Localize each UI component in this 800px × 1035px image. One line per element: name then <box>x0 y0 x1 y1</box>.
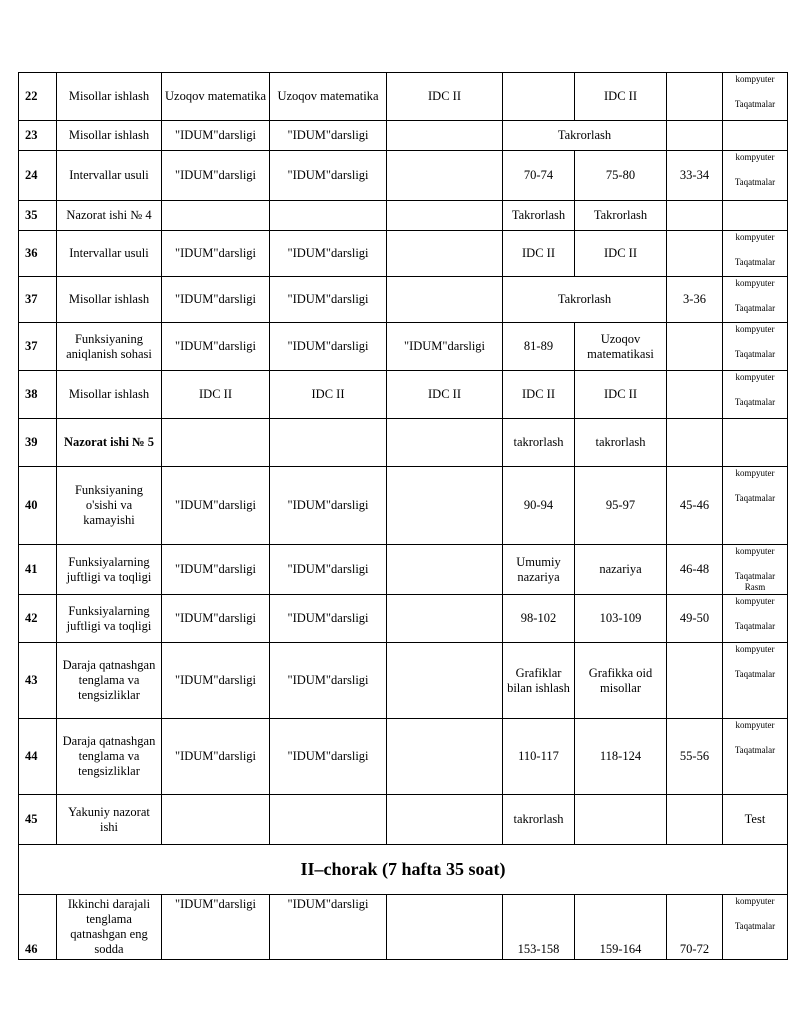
table-row <box>19 467 788 545</box>
class-tasks: 90-94 <box>503 467 575 545</box>
lesson-number: 37 <box>19 277 57 323</box>
class-tasks: Grafiklar bilan ishlash <box>503 643 575 719</box>
exercise-range <box>667 73 723 121</box>
home-tasks: Grafikka oid misollar <box>575 643 667 719</box>
lesson-topic: Intervallar usuli <box>57 231 162 277</box>
exercise-range <box>667 643 723 719</box>
lesson-number: 41 <box>19 545 57 595</box>
textbook-source: "IDUM"darsligi <box>162 277 270 323</box>
exercise-range: 33-34 <box>667 151 723 201</box>
home-tasks: Uzoqov matematikasi <box>575 323 667 371</box>
textbook-source-2: Uzoqov matematika <box>270 73 387 121</box>
class-tasks: IDC II <box>503 371 575 419</box>
resource-1: kompyuter <box>735 644 775 654</box>
table-row <box>19 371 788 419</box>
extra-source <box>387 277 503 323</box>
class-tasks: Umumiy nazariya <box>503 545 575 595</box>
textbook-source: "IDUM"darsligi <box>162 231 270 277</box>
section-header-row <box>19 845 788 895</box>
home-tasks <box>575 795 667 845</box>
home-tasks: IDC II <box>575 231 667 277</box>
textbook-source: "IDUM"darsligi <box>162 121 270 151</box>
exercise-range: 3-36 <box>667 277 723 323</box>
resource-2: Taqatmalar <box>734 177 776 187</box>
textbook-source-2 <box>270 201 387 231</box>
resources <box>723 545 788 595</box>
textbook-source-2: IDC II <box>270 371 387 419</box>
resources <box>723 719 788 795</box>
resource-1: kompyuter <box>735 372 775 382</box>
assessment-type: Test <box>723 795 788 845</box>
table-row <box>19 151 788 201</box>
table-row <box>19 595 788 643</box>
resource-2: Taqatmalar <box>734 921 776 931</box>
resource-2: Taqatmalar Rasm <box>734 571 776 592</box>
home-tasks: 103-109 <box>575 595 667 643</box>
resource-1: kompyuter <box>735 74 775 84</box>
exercise-range: 55-56 <box>667 719 723 795</box>
table-row <box>19 643 788 719</box>
textbook-source <box>162 201 270 231</box>
table-row <box>19 73 788 121</box>
resources <box>723 231 788 277</box>
home-tasks: IDC II <box>575 73 667 121</box>
textbook-source: "IDUM"darsligi <box>162 151 270 201</box>
lesson-number: 45 <box>19 795 57 845</box>
extra-source <box>387 419 503 467</box>
exercise-range: 46-48 <box>667 545 723 595</box>
extra-source: IDC II <box>387 371 503 419</box>
resources <box>723 419 788 467</box>
lesson-number: 40 <box>19 467 57 545</box>
lesson-topic: Misollar ishlash <box>57 371 162 419</box>
exercise-range <box>667 231 723 277</box>
extra-source <box>387 595 503 643</box>
resource-2: Taqatmalar <box>734 621 776 631</box>
resources <box>723 467 788 545</box>
resource-1: kompyuter <box>735 896 775 906</box>
textbook-source: "IDUM"darsligi <box>162 895 270 960</box>
textbook-source-2: "IDUM"darsligi <box>270 719 387 795</box>
textbook-source-2 <box>270 419 387 467</box>
extra-source <box>387 151 503 201</box>
resource-2: Taqatmalar <box>734 493 776 503</box>
exercise-range <box>667 201 723 231</box>
extra-source: "IDUM"darsligi <box>387 323 503 371</box>
class-tasks: 81-89 <box>503 323 575 371</box>
lesson-number: 37 <box>19 323 57 371</box>
lesson-number: 44 <box>19 719 57 795</box>
resource-2: Taqatmalar <box>734 745 776 755</box>
section-title: II–chorak (7 hafta 35 soat) <box>19 845 788 895</box>
lesson-topic: Intervallar usuli <box>57 151 162 201</box>
lesson-topic: Daraja qatnashgan tenglama va tengsizliklar <box>57 719 162 795</box>
textbook-source-2: "IDUM"darsligi <box>270 643 387 719</box>
class-tasks: 70-74 <box>503 151 575 201</box>
resources <box>723 73 788 121</box>
resource-1: kompyuter <box>735 720 775 730</box>
textbook-source: "IDUM"darsligi <box>162 595 270 643</box>
lesson-topic: Ikkinchi darajali tenglama qatnashgan eng sodda <box>57 895 162 960</box>
exercise-range: 70-72 <box>667 895 723 960</box>
home-tasks: 118-124 <box>575 719 667 795</box>
resources <box>723 277 788 323</box>
class-tasks: IDC II <box>503 231 575 277</box>
resources <box>723 595 788 643</box>
textbook-source-2: "IDUM"darsligi <box>270 895 387 960</box>
textbook-source-2: "IDUM"darsligi <box>270 151 387 201</box>
lesson-number: 23 <box>19 121 57 151</box>
resource-2: Taqatmalar <box>734 669 776 679</box>
resource-1: kompyuter <box>735 546 775 556</box>
home-tasks: IDC II <box>575 371 667 419</box>
table-row <box>19 323 788 371</box>
resources <box>723 895 788 960</box>
home-tasks: nazariya <box>575 545 667 595</box>
lesson-number: 43 <box>19 643 57 719</box>
resource-1: kompyuter <box>735 468 775 478</box>
resources <box>723 201 788 231</box>
resource-1: kompyuter <box>735 278 775 288</box>
textbook-source: "IDUM"darsligi <box>162 719 270 795</box>
textbook-source <box>162 795 270 845</box>
class-tasks: 98-102 <box>503 595 575 643</box>
table-row <box>19 201 788 231</box>
exercise-range <box>667 371 723 419</box>
exercise-range: 49-50 <box>667 595 723 643</box>
exercise-range <box>667 121 723 151</box>
resources <box>723 151 788 201</box>
textbook-source: "IDUM"darsligi <box>162 467 270 545</box>
resource-1: kompyuter <box>735 324 775 334</box>
home-tasks: 95-97 <box>575 467 667 545</box>
resource-2: Taqatmalar <box>734 257 776 267</box>
table-row <box>19 277 788 323</box>
textbook-source-2: "IDUM"darsligi <box>270 121 387 151</box>
home-tasks: 75-80 <box>575 151 667 201</box>
lesson-number: 42 <box>19 595 57 643</box>
extra-source <box>387 895 503 960</box>
table-row <box>19 231 788 277</box>
textbook-source <box>162 419 270 467</box>
home-tasks: 159-164 <box>575 895 667 960</box>
table-row <box>19 719 788 795</box>
lesson-topic: Funksiyaning aniqlanish sohasi <box>57 323 162 371</box>
textbook-source: IDC II <box>162 371 270 419</box>
textbook-source-2: "IDUM"darsligi <box>270 467 387 545</box>
table-row <box>19 419 788 467</box>
lesson-number: 35 <box>19 201 57 231</box>
lesson-topic: Nazorat ishi № 5 <box>57 419 162 467</box>
extra-source <box>387 231 503 277</box>
extra-source <box>387 201 503 231</box>
extra-source: IDC II <box>387 73 503 121</box>
lesson-topic: Nazorat ishi № 4 <box>57 201 162 231</box>
class-tasks: 153-158 <box>503 895 575 960</box>
class-tasks: 110-117 <box>503 719 575 795</box>
resource-2: Taqatmalar <box>734 99 776 109</box>
merged-activity: Takrorlash <box>503 121 667 151</box>
lesson-number: 24 <box>19 151 57 201</box>
lesson-topic: Yakuniy nazorat ishi <box>57 795 162 845</box>
home-tasks: Takrorlash <box>575 201 667 231</box>
lesson-topic: Daraja qatnashgan tenglama va tengsizliklar <box>57 643 162 719</box>
textbook-source: "IDUM"darsligi <box>162 643 270 719</box>
lesson-number: 46 <box>19 895 57 960</box>
resource-1: kompyuter <box>735 152 775 162</box>
resource-1: kompyuter <box>735 232 775 242</box>
extra-source <box>387 719 503 795</box>
lesson-number: 39 <box>19 419 57 467</box>
resource-2: Taqatmalar <box>734 303 776 313</box>
lesson-number: 38 <box>19 371 57 419</box>
class-tasks: Takrorlash <box>503 201 575 231</box>
textbook-source-2: "IDUM"darsligi <box>270 595 387 643</box>
table-row <box>19 895 788 960</box>
resources <box>723 323 788 371</box>
lesson-topic: Funksiyaning o'sishi va kamayishi <box>57 467 162 545</box>
merged-activity: Takrorlash <box>503 277 667 323</box>
lesson-number: 22 <box>19 73 57 121</box>
textbook-source: "IDUM"darsligi <box>162 323 270 371</box>
textbook-source: Uzoqov matematika <box>162 73 270 121</box>
extra-source <box>387 643 503 719</box>
exercise-range <box>667 795 723 845</box>
exercise-range <box>667 323 723 371</box>
resources <box>723 121 788 151</box>
lesson-topic: Funksiyalarning juftligi va toqligi <box>57 545 162 595</box>
class-tasks: takrorlash <box>503 419 575 467</box>
extra-source <box>387 545 503 595</box>
lesson-topic: Funksiyalarning juftligi va toqligi <box>57 595 162 643</box>
textbook-source-2: "IDUM"darsligi <box>270 545 387 595</box>
textbook-source: "IDUM"darsligi <box>162 545 270 595</box>
extra-source <box>387 121 503 151</box>
resources <box>723 643 788 719</box>
lesson-topic: Misollar ishlash <box>57 277 162 323</box>
lesson-topic: Misollar ishlash <box>57 73 162 121</box>
class-tasks: takrorlash <box>503 795 575 845</box>
textbook-source-2: "IDUM"darsligi <box>270 277 387 323</box>
extra-source <box>387 467 503 545</box>
home-tasks: takrorlash <box>575 419 667 467</box>
exercise-range: 45-46 <box>667 467 723 545</box>
table-row <box>19 545 788 595</box>
textbook-source-2 <box>270 795 387 845</box>
resource-1: kompyuter <box>735 596 775 606</box>
lesson-number: 36 <box>19 231 57 277</box>
table-row <box>19 121 788 151</box>
table-row <box>19 795 788 845</box>
resource-2: Taqatmalar <box>734 349 776 359</box>
lesson-topic: Misollar ishlash <box>57 121 162 151</box>
class-tasks <box>503 73 575 121</box>
extra-source <box>387 795 503 845</box>
exercise-range <box>667 419 723 467</box>
textbook-source-2: "IDUM"darsligi <box>270 231 387 277</box>
resources <box>723 371 788 419</box>
lesson-plan-table <box>18 72 788 960</box>
textbook-source-2: "IDUM"darsligi <box>270 323 387 371</box>
resource-2: Taqatmalar <box>734 397 776 407</box>
